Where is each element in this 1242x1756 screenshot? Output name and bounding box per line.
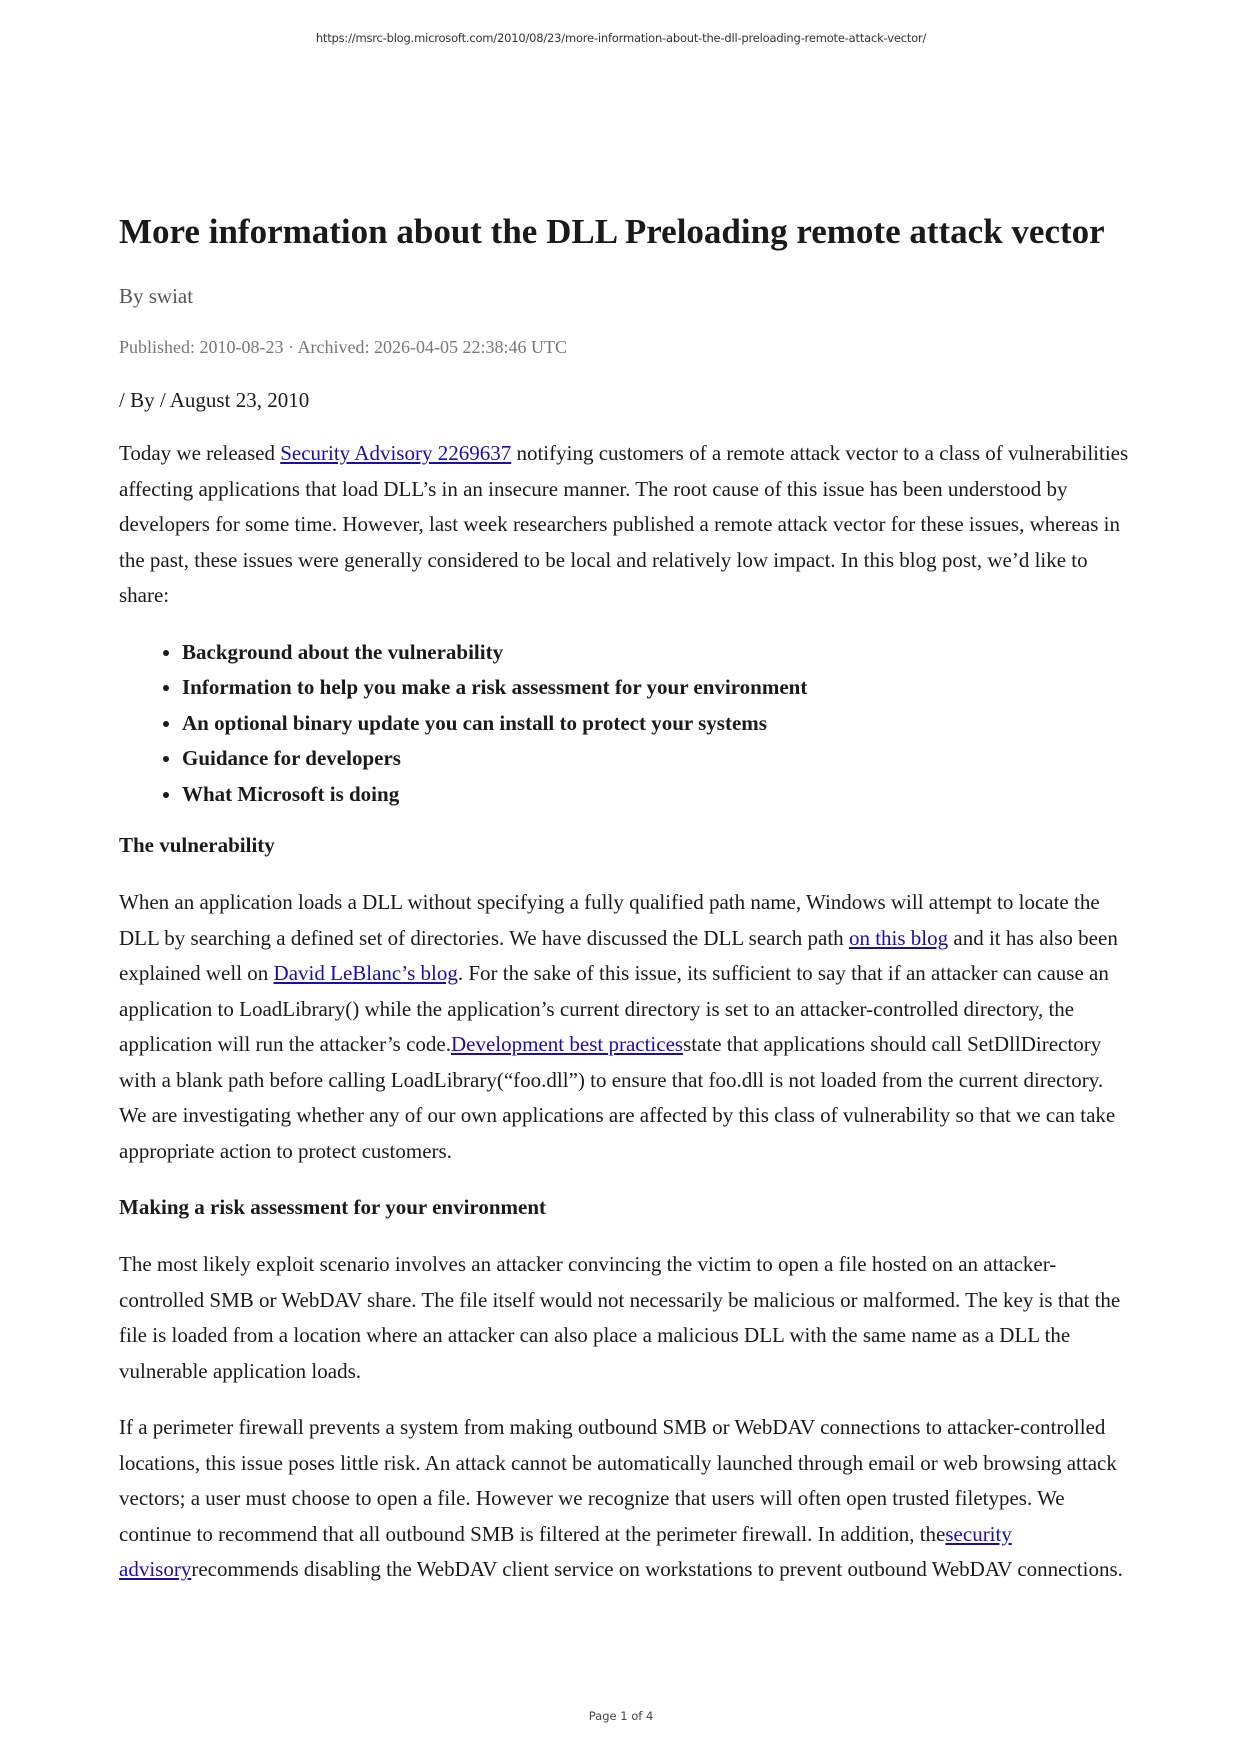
publish-meta: Published: 2010-08-23 · Archived: 2026-04-05 22:38:46 UTC — [119, 337, 567, 357]
development-best-practices-link[interactable]: Development best practices — [451, 1032, 684, 1056]
dateline: / By / August 23, 2010 — [119, 388, 310, 412]
list-item: • Guidance for developers — [182, 741, 1129, 777]
security-advisory-link-2[interactable]: security advisory — [119, 1521, 1012, 1581]
intro-text: Today we released — [119, 441, 281, 465]
page-number-footer: Page 1 of 4 — [588, 1709, 654, 1723]
section-heading-vulnerability: The vulnerability — [119, 833, 275, 857]
page-url-header: https://msrc-blog.microsoft.com/2010/08/23/more-information-about-the-dll-preloading-remote-attack-vector/ — [315, 31, 927, 45]
list-item: • Information to help you make a risk assessment for your environment — [182, 670, 1129, 706]
vulnerability-paragraph — [119, 885, 1129, 1169]
list-item: • Background about the vulnerability — [182, 635, 1129, 671]
risk-paragraph-1: The most likely exploit scenario involves an attacker convincing the victim to open a file hosted on an attacker-controlled SMB or WebDAV share. The file itself would not necessarily be malicious or malformed. The key is that the file is loaded from a location where an attacker can also place a malicious DLL with the same name as a DLL the vulnerable application loads. — [119, 1252, 1121, 1383]
article — [119, 210, 1129, 1609]
security-advisory-link[interactable]: Security Advisory 2269637 — [280, 441, 512, 465]
paragraph-text: When an application loads a DLL without specifying a fully qualified path name, Windows will attempt to locate the DLL by searching a defined set of directories. We have discussed the DLL search path — [119, 890, 1100, 950]
intro-text-cont: notifying customers of a remote attack vector to a class of vulnerabilities affecting applications that load DLL’s in an insecure manner. The root cause of this issue has been understood by developers for some time. However, last week researchers published a remote attack vector for these issues, whereas in the past, these issues were generally considered to be local and relatively low impact. In this blog post, we’d like to share: — [119, 441, 1129, 607]
topics-list — [119, 635, 1129, 813]
paragraph-text: and it has also been explained well on — [119, 925, 1118, 985]
risk-paragraph-2 — [119, 1410, 1129, 1588]
paragraph-text: If a perimeter firewall prevents a system from making outbound SMB or WebDAV connections to attacker-controlled locations, this issue poses little risk. An attack cannot be automatically launched through email or web browsing attack vectors; a user must choose to open a file. However we recognize that users will often open trusted filetypes. We continue to recommend that all outbound SMB is filtered at the perimeter firewall. In addition, the — [119, 1415, 1117, 1546]
paragraph-text: recommends disabling the WebDAV client service on workstations to prevent outbound WebDAV connections. — [191, 1557, 1123, 1581]
paragraph-text: state that applications should call SetDllDirectory with a blank path before calling LoadLibrary(“foo.dll”) to ensure that foo.dll is not loaded from the current directory. We are investigating whether any of our own applications are affected by this class of vulnerability so that we can take appropriate action to protect customers. — [119, 1032, 1116, 1163]
on-this-blog-link[interactable]: on this blog — [848, 925, 949, 950]
paragraph-text: . For the sake of this issue, its sufficient to say that if an attacker can cause an application to LoadLibrary() while the application’s current directory is set to an attacker-controlled directory, the application will run the attacker’s code. — [119, 961, 1109, 1056]
intro-paragraph — [119, 436, 1129, 614]
list-item: • What Microsoft is doing — [182, 777, 1129, 813]
list-item: • An optional binary update you can install to protect your systems — [182, 706, 1129, 742]
david-leblanc-blog-link[interactable]: David LeBlanc’s blog — [273, 961, 458, 985]
section-heading-risk-assessment: Making a risk assessment for your environment — [119, 1195, 547, 1219]
byline: By swiat — [119, 284, 194, 308]
article-title: More information about the DLL Preloading remote attack vector — [119, 212, 1105, 251]
